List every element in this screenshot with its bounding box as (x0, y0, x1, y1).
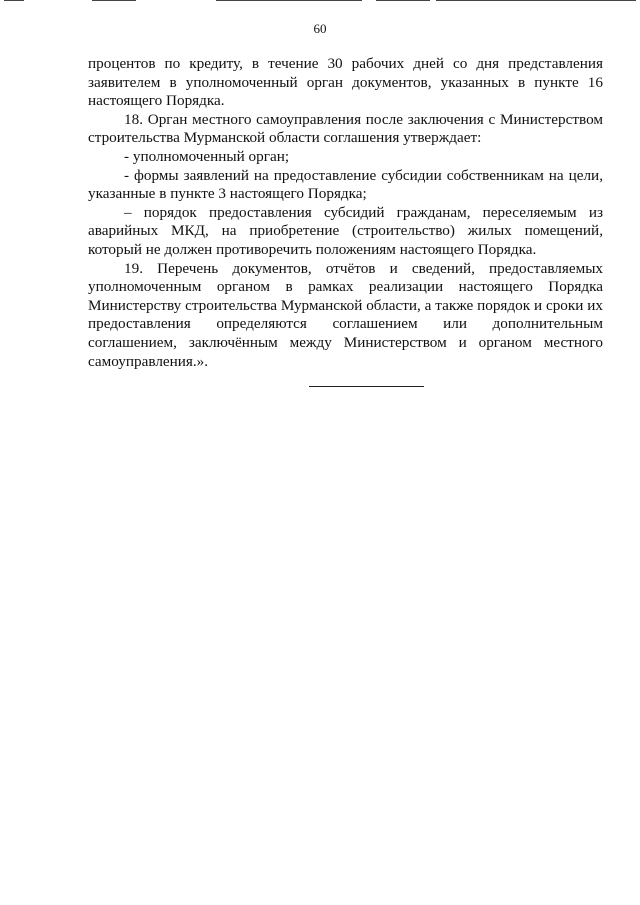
paragraph-18: 18. Орган местного самоуправления после заключения с Министерством строительства Мурманской области соглашения утверждает: (88, 110, 603, 147)
end-of-document-rule (309, 386, 424, 387)
paragraph-continuation: процентов по кредиту, в течение 30 рабочих дней со дня представления заявителем в уполномоченный орган документов, указанных в пункте 16 настоящего Порядка. (88, 55, 603, 110)
top-rule-right (436, 0, 636, 1)
paragraph-19: 19. Перечень документов, отчётов и сведений, предоставляемых уполномоченным органом в рамках реализации настоящего Порядка Министерству строительства Мурманской области, а также порядок и сроки их предоставления определяются соглашением или дополнительным соглашением, заключённым между Министерством и органом местного самоуправления.». (88, 259, 603, 370)
top-rule-center (216, 0, 362, 1)
document-body (88, 55, 603, 371)
page-number: 60 (313, 21, 327, 36)
list-item-subsidy-procedure: – порядок предоставления субсидий гражданам, переселяемым из аварийных МКД, на приобретение (строительство) жилых помещений, который не должен противоречить положениям настоящего Порядка. (88, 203, 603, 258)
list-item-application-forms: - формы заявлений на предоставление субсидии собственникам на цели, указанные в пункте 3 настоящего Порядка; (88, 166, 603, 203)
top-rule-center-left (92, 0, 136, 1)
top-rule-left (4, 0, 24, 1)
list-item-authorized-body: - уполномоченный орган; (124, 147, 290, 165)
top-rule-center-right (376, 0, 430, 1)
